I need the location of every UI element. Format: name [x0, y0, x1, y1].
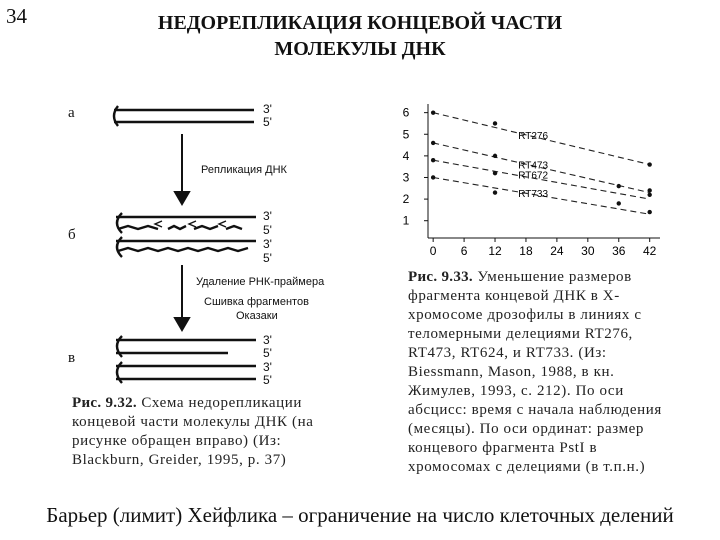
- data-point-rt733: [493, 190, 497, 194]
- caption-right-line8: абсцисс: время с начала наблюдения: [408, 402, 662, 418]
- title-line-2: МОЛЕКУЛЫ ДНК: [274, 38, 446, 60]
- down-arrow-1-head: [175, 192, 189, 204]
- y-tick-label: 5: [402, 127, 410, 142]
- caption-left-bold: Рис. 9.32.: [72, 395, 137, 411]
- caption-left-line4: Blackburn, Greider, 1995, р. 37): [72, 452, 287, 468]
- series-label-rt672: RT672: [518, 170, 549, 182]
- caption-left-line1: Схема недорепликации: [141, 395, 303, 411]
- caption-right-line7: Жимулев, 1993, с. 212). По оси: [408, 383, 624, 399]
- panel-label-b: б: [68, 227, 76, 243]
- arrowhead-3: [219, 221, 226, 227]
- series-label-rt733: RT733: [518, 188, 549, 200]
- caption-left-line3: рисунке обращен вправо) (Из:: [72, 433, 282, 449]
- label-5prime-c2: 5': [263, 346, 272, 360]
- strand-b4: [118, 248, 248, 251]
- data-point-rt672: [617, 184, 621, 188]
- caption-right-line3: хромосоме дрозофилы в линиях с: [408, 307, 642, 323]
- figure-9-33-caption: [408, 268, 668, 477]
- caption-right-line1: Уменьшение размеров: [477, 269, 632, 285]
- title-line-1: НЕДОРЕПЛИКАЦИЯ КОНЦЕВОЙ ЧАСТИ: [157, 12, 563, 34]
- y-tick-label: 6: [402, 105, 410, 120]
- data-point-rt276: [493, 121, 497, 125]
- data-point-rt733: [617, 201, 621, 205]
- caption-right-line5: RT473, RT624, и RT733. (Из:: [408, 345, 607, 361]
- label-5prime-b2: 5': [263, 223, 272, 237]
- down-arrow-2-head: [175, 318, 189, 330]
- caption-left-line2: концевой части молекулы ДНК (на: [72, 414, 314, 430]
- panel-label-c: в: [68, 350, 76, 366]
- label-3prime-b1: 3': [263, 209, 272, 223]
- x-tick-label: 42: [643, 244, 657, 258]
- x-tick-label: 0: [429, 244, 437, 258]
- figure-9-32-caption: [72, 394, 334, 470]
- step-replication-label: Репликация ДНК: [201, 164, 287, 176]
- caption-right-line2: фрагмента концевой ДНК в X-: [408, 288, 620, 304]
- slide-number: 34: [6, 4, 27, 28]
- page-title: [90, 10, 630, 62]
- data-point-rt276: [431, 110, 435, 114]
- step-ligation-label-2: Оказаки: [236, 310, 278, 322]
- data-point-rt276: [647, 162, 651, 166]
- label-3prime-b3: 3': [263, 237, 272, 251]
- x-tick-label: 24: [550, 244, 564, 258]
- x-tick-label: 36: [612, 244, 626, 258]
- label-5prime-c4: 5': [263, 373, 272, 387]
- series-label-rt276: RT276: [518, 130, 549, 142]
- data-point-rt473: [493, 154, 497, 158]
- label-3prime-c3: 3': [263, 360, 272, 374]
- arrowhead-1: [155, 221, 162, 227]
- caption-right-line4: теломерными делециями RT276,: [408, 326, 633, 342]
- step-ligation-label-1: Сшивка фрагментов: [204, 296, 309, 308]
- data-point-rt473: [431, 141, 435, 145]
- telomere-chart: [390, 98, 670, 263]
- data-point-rt672: [431, 158, 435, 162]
- data-point-rt473: [647, 188, 651, 192]
- dna-strands-svg: [66, 100, 376, 400]
- data-point-rt733: [647, 210, 651, 214]
- data-point-rt733: [431, 175, 435, 179]
- step-primer-removal-label: Удаление РНК-праймера: [196, 276, 325, 288]
- x-tick-label: 30: [581, 244, 595, 258]
- label-3prime-c1: 3': [263, 333, 272, 347]
- y-tick-label: 2: [402, 192, 410, 207]
- panel-label-a: а: [68, 105, 75, 121]
- caption-right-line11: хромосомах с делециями (в т.п.н.): [408, 459, 646, 475]
- label-3prime-a1: 3': [263, 102, 272, 116]
- caption-right-bold: Рис. 9.33.: [408, 269, 473, 285]
- caption-right-line10: концевого фрагмента PstI в: [408, 440, 598, 456]
- series-label-rt473: RT473: [518, 160, 549, 172]
- label-5prime-b4: 5': [263, 251, 272, 265]
- label-5prime-a2: 5': [263, 115, 272, 129]
- caption-right-line6: Biessmann, Mason, 1988, в кн.: [408, 364, 615, 380]
- data-point-rt672: [647, 193, 651, 197]
- y-tick-label: 1: [402, 213, 410, 228]
- x-tick-label: 12: [488, 244, 502, 258]
- caption-right-line9: (месяцы). По оси ординат: размер: [408, 421, 645, 437]
- bottom-caption: Барьер (лимит) Хейфлика – ограничение на число клеточных делений: [46, 503, 674, 527]
- x-tick-label: 6: [460, 244, 468, 258]
- x-tick-label: 18: [519, 244, 533, 258]
- data-point-rt672: [493, 171, 497, 175]
- dna-replication-diagram: [66, 100, 376, 400]
- y-tick-label: 3: [402, 170, 410, 185]
- arrowhead-2: [189, 221, 196, 227]
- y-tick-label: 4: [402, 148, 410, 163]
